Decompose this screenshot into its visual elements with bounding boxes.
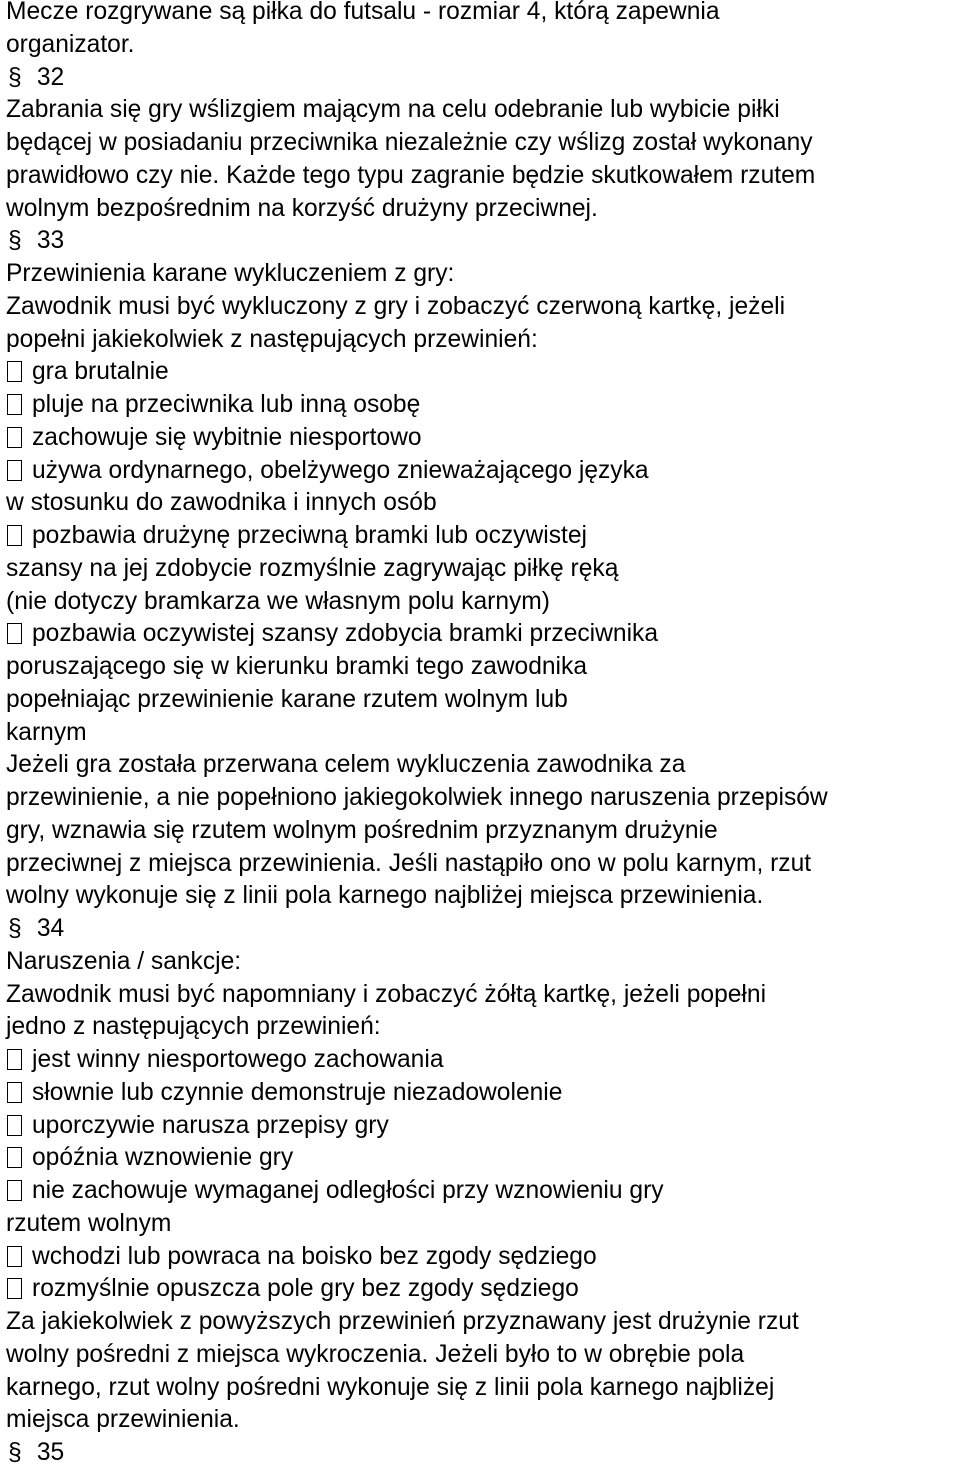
bullet-box-icon	[7, 525, 22, 546]
bullet-item	[6, 618, 960, 651]
text-line	[6, 553, 960, 586]
section-symbol-icon: §	[8, 1439, 22, 1466]
line-text: miejsca przewinienia.	[6, 1406, 240, 1434]
line-text: 35	[30, 1439, 65, 1466]
text-line	[6, 127, 960, 160]
text-line	[6, 684, 960, 717]
bullet-item	[6, 422, 960, 455]
line-text: popełni jakiekolwiek z następujących przewinień:	[6, 325, 538, 353]
text-line	[6, 94, 960, 127]
text-line	[6, 160, 960, 193]
line-text: organizator.	[6, 30, 135, 58]
text-line	[6, 291, 960, 324]
bullet-box-icon	[7, 1082, 22, 1103]
text-line	[6, 1011, 960, 1044]
document-page	[6, 0, 960, 1470]
bullet-item	[6, 1175, 960, 1208]
line-text: Mecze rozgrywane są piłka do futsalu - rozmiar 4, którą zapewnia	[6, 0, 720, 25]
text-line	[6, 1306, 960, 1339]
section-heading	[6, 62, 960, 95]
line-text: Zawodnik musi być wykluczony z gry i zobaczyć czerwoną kartkę, jeżeli	[6, 292, 786, 320]
text-line	[6, 1372, 960, 1405]
bullet-item	[6, 1077, 960, 1110]
section-symbol-icon: §	[8, 227, 22, 255]
bullet-item	[6, 1044, 960, 1077]
line-text: gra brutalnie	[32, 358, 169, 386]
bullet-box-icon	[7, 361, 22, 382]
bullet-item	[6, 520, 960, 553]
text-line	[6, 1208, 960, 1241]
text-line	[6, 717, 960, 750]
line-text: wolny wykonuje się z linii pola karnego najbliżej miejsca przewinienia.	[6, 882, 764, 910]
line-text: popełniając przewinienie karane rzutem wolnym lub	[6, 685, 568, 713]
line-text: karnym	[6, 718, 87, 746]
line-text: 33	[30, 227, 65, 255]
bullet-item	[6, 1273, 960, 1306]
line-text: rzutem wolnym	[6, 1209, 172, 1237]
text-line	[6, 979, 960, 1012]
line-text: używa ordynarnego, obelżywego znieważającego języka	[32, 456, 649, 484]
line-text: gry, wznawia się rzutem wolnym pośrednim przyznanym drużynie	[6, 816, 718, 844]
line-text: w stosunku do zawodnika i innych osób	[6, 489, 437, 517]
line-text: jest winny niesportowego zachowania	[32, 1046, 444, 1073]
bullet-box-icon	[7, 394, 22, 415]
text-line	[6, 29, 960, 62]
bullet-box-icon	[7, 1246, 22, 1267]
text-line	[6, 651, 960, 684]
line-text: pozbawia drużynę przeciwną bramki lub oczywistej	[32, 522, 587, 549]
bullet-item	[6, 389, 960, 422]
section-heading	[6, 225, 960, 258]
bullet-item	[6, 1142, 960, 1175]
text-line	[6, 487, 960, 520]
line-text: opóźnia wznowienie gry	[32, 1144, 294, 1172]
line-text: wolny pośredni z miejsca wykroczenia. Jeżeli było to w obrębie pola	[6, 1340, 745, 1368]
line-text: nie zachowuje wymaganej odległości przy wznowieniu gry	[32, 1177, 664, 1204]
line-text: rozmyślnie opuszcza pole gry bez zgody sędziego	[32, 1275, 579, 1303]
line-text: 34	[30, 915, 65, 942]
bullet-box-icon	[7, 1115, 22, 1136]
bullet-box-icon	[7, 1180, 22, 1201]
line-text: prawidłowo czy nie. Każde tego typu zagranie będzie skutkowałem rzutem	[6, 161, 816, 189]
text-line	[6, 848, 960, 881]
text-line	[6, 749, 960, 782]
bullet-item	[6, 1110, 960, 1143]
text-line	[6, 1404, 960, 1437]
line-text: Za jakiekolwiek z powyższych przewinień przyznawany jest drużynie rzut	[6, 1308, 799, 1335]
text-line	[6, 880, 960, 913]
line-text: Zawodnik musi być napomniany i zobaczyć żółtą kartkę, jeżeli popełni	[6, 980, 767, 1008]
line-text: szansy na jej zdobycie rozmyślnie zagrywając piłkę ręką	[6, 554, 619, 582]
bullet-box-icon	[7, 1049, 22, 1070]
text-line	[6, 193, 960, 226]
text-line	[6, 782, 960, 815]
line-text: przewinienie, a nie popełniono jakiegokolwiek innego naruszenia przepisów	[6, 784, 828, 811]
bullet-box-icon	[7, 427, 22, 448]
line-text: wchodzi lub powraca na boisko bez zgody sędziego	[32, 1242, 597, 1270]
line-text: karnego, rzut wolny pośredni wykonuje się z linii pola karnego najbliżej	[6, 1373, 775, 1401]
line-text: (nie dotyczy bramkarza we własnym polu karnym)	[6, 587, 550, 615]
line-text: uporczywie narusza przepisy gry	[32, 1111, 389, 1139]
text-line	[6, 258, 960, 291]
line-text: Jeżeli gra została przerwana celem wykluczenia zawodnika za	[6, 751, 686, 779]
text-line	[6, 1339, 960, 1372]
text-line	[6, 946, 960, 979]
text-line	[6, 324, 960, 357]
bullet-item	[6, 356, 960, 389]
line-text: wolnym bezpośrednim na korzyść drużyny przeciwnej.	[6, 194, 598, 222]
section-heading	[6, 913, 960, 946]
line-text: zachowuje się wybitnie niesportowo	[32, 423, 422, 451]
line-text: słownie lub czynnie demonstruje niezadowolenie	[32, 1078, 563, 1106]
line-text: pluje na przeciwnika lub inną osobę	[32, 391, 421, 418]
line-text: Naruszenia / sankcje:	[6, 947, 242, 975]
bullet-item	[6, 1241, 960, 1274]
section-symbol-icon: §	[8, 915, 22, 942]
bullet-box-icon	[7, 1278, 22, 1299]
text-line	[6, 815, 960, 848]
line-text: Zabrania się gry wślizgiem mającym na celu odebranie lub wybicie piłki	[6, 96, 780, 124]
text-line	[6, 0, 960, 29]
bullet-box-icon	[7, 623, 22, 644]
bullet-box-icon	[7, 460, 22, 481]
line-text: jedno z następujących przewinień:	[6, 1013, 381, 1041]
line-text: przeciwnej z miejsca przewinienia. Jeśli nastąpiło ono w polu karnym, rzut	[6, 849, 812, 877]
section-heading	[6, 1437, 960, 1470]
line-text: 32	[30, 63, 65, 91]
line-text: poruszającego się w kierunku bramki tego zawodnika	[6, 653, 587, 680]
bullet-item	[6, 455, 960, 488]
bullet-box-icon	[7, 1147, 22, 1168]
line-text: pozbawia oczywistej szansy zdobycia bramki przeciwnika	[32, 620, 659, 648]
section-symbol-icon: §	[8, 63, 22, 91]
text-line	[6, 586, 960, 619]
line-text: Przewinienia karane wykluczeniem z gry:	[6, 260, 455, 287]
line-text: będącej w posiadaniu przeciwnika niezależnie czy wślizg został wykonany	[6, 129, 813, 156]
